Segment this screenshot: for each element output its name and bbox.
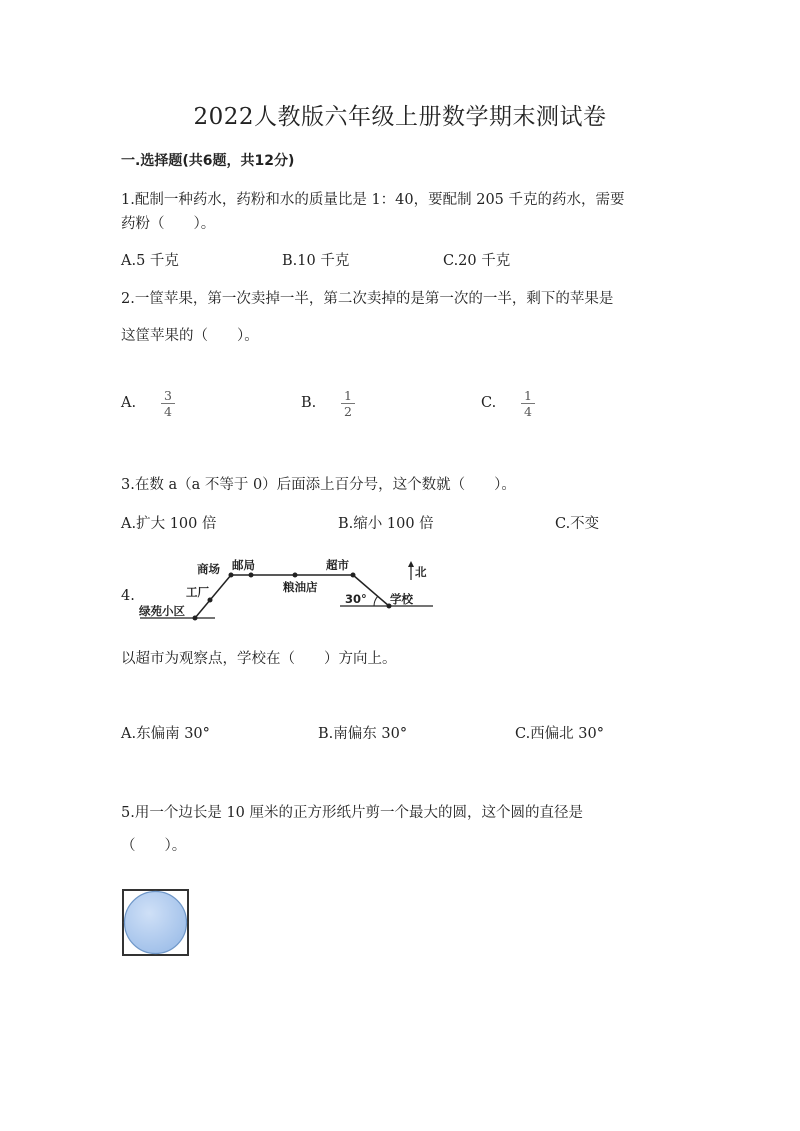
q1-option-c[interactable]: C.20 千克 xyxy=(443,253,511,269)
map-label-supermarket: 超市 xyxy=(326,558,349,572)
section-heading: 一.选择题(共6题，共12分) xyxy=(121,153,295,169)
q1-option-b[interactable]: B.10 千克 xyxy=(282,253,350,269)
point-grain-store xyxy=(293,573,298,578)
fraction-denominator: 2 xyxy=(344,404,352,419)
q4-text: 以超市为观察点，学校在（ ）方向上。 xyxy=(121,651,397,667)
q4-option-c[interactable]: C.西偏北 30° xyxy=(515,726,604,742)
point-post-office xyxy=(249,573,254,578)
map-label-angle: 30° xyxy=(345,592,367,606)
q1-text-line1: 1.配制一种药水，药粉和水的质量比是 1：40，要配制 205 千克的药水，需要 xyxy=(121,192,625,208)
fraction-denominator: 4 xyxy=(164,404,172,419)
q2-text-line2: 这筐苹果的（ ）。 xyxy=(121,328,259,344)
q4-option-a[interactable]: A.东偏南 30° xyxy=(121,726,210,742)
q1-option-a[interactable]: A.5 千克 xyxy=(121,253,179,269)
q2-option-a-label[interactable]: A. xyxy=(121,395,137,411)
q2-option-b-fraction[interactable] xyxy=(341,389,355,418)
q2-option-c-fraction[interactable] xyxy=(521,389,535,418)
fraction-numerator: 3 xyxy=(164,388,172,403)
q5-text-line2: （ ）。 xyxy=(121,838,187,854)
fraction-denominator: 4 xyxy=(524,404,532,419)
q2-option-b-label[interactable]: B. xyxy=(301,395,317,411)
circle-shape xyxy=(125,892,187,954)
fraction-numerator: 1 xyxy=(524,388,532,403)
q4-number: 4. xyxy=(121,588,135,604)
q3-text: 3.在数 a（a 不等于 0）后面添上百分号，这个数就（ ）。 xyxy=(121,477,516,493)
map-label-post-office: 邮局 xyxy=(232,558,255,572)
point-mall xyxy=(229,573,234,578)
north-arrow-icon xyxy=(408,561,414,567)
q5-text-line1: 5.用一个边长是 10 厘米的正方形纸片剪一个最大的圆，这个圆的直径是 xyxy=(121,805,584,821)
point-supermarket xyxy=(351,573,356,578)
q3-option-c[interactable]: C.不变 xyxy=(555,516,600,532)
q4-option-b[interactable]: B.南偏东 30° xyxy=(318,726,408,742)
map-label-north: 北 xyxy=(415,565,427,579)
map-label-grain-store: 粮油店 xyxy=(283,580,318,594)
map-label-lvyuan: 绿苑小区 xyxy=(139,604,185,618)
angle-arc xyxy=(374,596,378,606)
point-lvyuan xyxy=(193,616,198,621)
map-label-mall: 商场 xyxy=(197,562,220,576)
q2-text-line1: 2.一筐苹果，第一次卖掉一半，第二次卖掉的是第一次的一半，剩下的苹果是 xyxy=(121,291,614,307)
q2-option-c-label[interactable]: C. xyxy=(481,395,497,411)
q1-text-line2: 药粉（ ）。 xyxy=(121,216,216,232)
q3-option-b[interactable]: B.缩小 100 倍 xyxy=(338,516,434,532)
page-title: 2022人教版六年级上册数学期末测试卷 xyxy=(193,104,607,130)
q2-option-a-fraction[interactable] xyxy=(161,389,175,418)
fraction-numerator: 1 xyxy=(344,388,352,403)
map-label-school: 学校 xyxy=(390,592,413,606)
q3-option-a[interactable]: A.扩大 100 倍 xyxy=(121,516,217,532)
q5-square-circle-figure xyxy=(121,888,191,958)
map-label-factory: 工厂 xyxy=(186,585,209,599)
